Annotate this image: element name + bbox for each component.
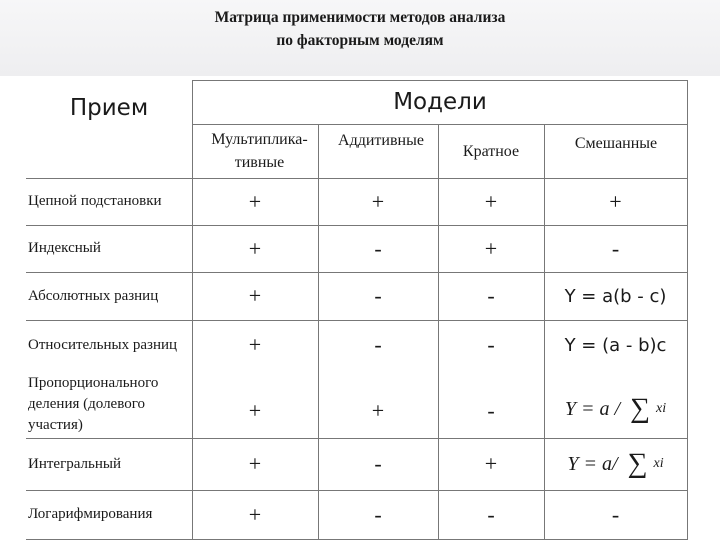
formula-subscript: xi — [653, 456, 664, 471]
column-header-multiple: Кратное — [462, 142, 520, 160]
table-cell: + — [248, 332, 262, 357]
table-cell: + — [248, 501, 262, 527]
row-label-integral: Интегральный — [28, 455, 121, 472]
table-cell: - — [487, 501, 495, 527]
applicability-matrix-table — [26, 80, 688, 540]
column-header-multiplicative-line1: Мультиплика- — [211, 131, 308, 148]
table-cell-formula: Y = a(b - c) — [564, 285, 667, 307]
table-cell: - — [487, 332, 495, 357]
sigma-icon: ∑ — [627, 448, 648, 479]
row-label-chain-substitution: Цепной подстановки — [28, 193, 162, 209]
table-cell: + — [248, 188, 262, 214]
table-cell: + — [484, 188, 498, 214]
method-header: Прием — [69, 95, 149, 121]
formula-prefix: Y = a / — [564, 397, 621, 420]
table-cell: - — [487, 398, 495, 423]
table-cell: + — [371, 398, 385, 423]
table-cell-formula — [544, 370, 687, 438]
table-cell: + — [484, 235, 498, 261]
formula-subscript: xi — [656, 401, 667, 416]
column-header-mixed: Смешанные — [574, 134, 658, 152]
row-label-index: Индексный — [28, 240, 101, 256]
slide-header — [0, 0, 720, 76]
table-cell: - — [611, 235, 620, 261]
table-cell: - — [374, 235, 382, 261]
table-cell: - — [374, 451, 382, 476]
title-line-2: по факторным моделям — [276, 32, 444, 49]
row-label-logarithm: Логарифмирования — [28, 506, 153, 522]
row-label-proportional-division: Пропорционального деления (долевого участия) — [28, 374, 159, 433]
models-header: Модели — [393, 89, 487, 115]
table-cell: - — [374, 501, 382, 527]
table-cell-formula — [544, 438, 687, 490]
column-header-multiplicative-line2: тивные — [234, 154, 285, 171]
table-cell-formula: Y = (a - b)c — [564, 334, 667, 356]
formula-prefix: Y = a/ — [567, 452, 618, 475]
title-line-1: Матрица применимости методов анализа — [214, 9, 506, 26]
table-cell: + — [248, 398, 262, 423]
table-cell: - — [374, 332, 382, 357]
table-cell: + — [371, 188, 385, 214]
table-cell: + — [248, 451, 262, 476]
row-label-absolute-differences: Абсолютных разниц — [28, 287, 159, 304]
table-cell: + — [484, 451, 498, 476]
row-label-relative-differences: Относительных разниц — [28, 336, 178, 353]
sigma-icon: ∑ — [630, 393, 651, 424]
table-cell: + — [609, 188, 622, 214]
column-header-multiplicative — [192, 124, 327, 178]
table-cell: - — [611, 501, 620, 527]
slide-title — [110, 6, 610, 52]
table-cell: + — [248, 235, 262, 261]
table-cell: + — [248, 283, 262, 308]
column-header-additive: Аддитивные — [338, 131, 424, 149]
table-cell: - — [487, 283, 495, 308]
table-cell: - — [374, 283, 382, 308]
